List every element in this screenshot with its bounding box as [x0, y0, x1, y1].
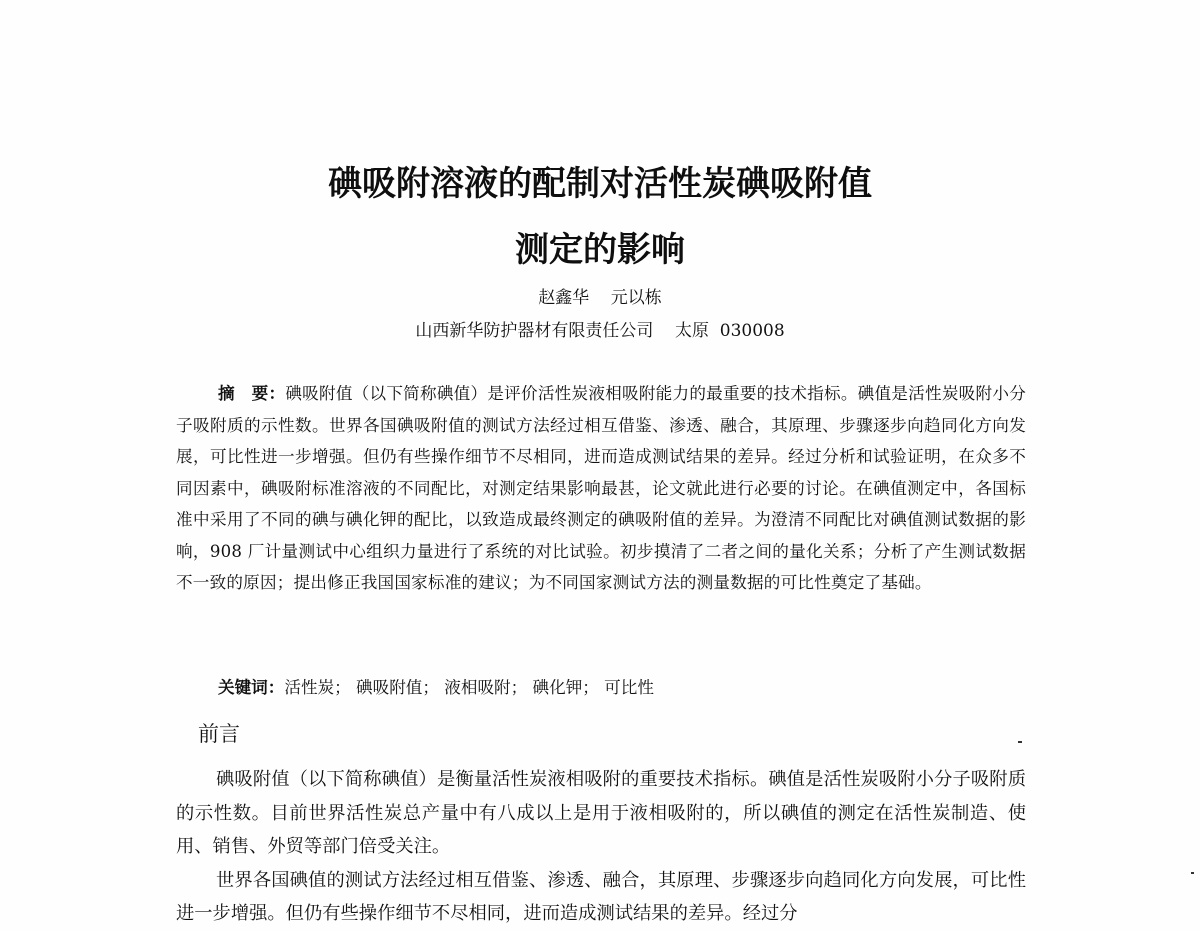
abstract-block	[176, 378, 1026, 599]
body-paragraph-1: 碘吸附值（以下简称碘值）是衡量活性炭液相吸附的重要技术指标。碘值是活性炭吸附小分子吸附质的示性数。目前世界活性炭总产量中有八成以上是用于液相吸附的，所以碘值的测定在活性炭制造、使用、销售、外贸等部门倍受关注。	[176, 769, 1026, 857]
abstract-text: 碘吸附值（以下简称碘值）是评价活性炭液相吸附能力的最重要的技术指标。碘值是活性炭吸附小分子吸附质的示性数。世界各国碘吸附值的测试方法经过相互借鉴、渗透、融合，其原理、步骤逐步向趋同化方向发展，可比性进一步增强。但仍有些操作细节不尽相同，进而造成测试结果的差异。经过分析和试验证明，在众多不同因素中，碘吸附标准溶液的不同配比，对测定结果影响最甚，论文就此进行必要的讨论。在碘值测定中，各国标准中采用了不同的碘与碘化钾的配比，以致造成最终测定的碘吸附值的差异。为澄清不同配比对碘值测试数据的影响，908 厂计量测试中心组织力量进行了系统的对比试验。初步摸清了二者之间的量化关系；分析了产生测试数据不一致的原因；提出修正我国国家标准的建议；为不同国家测试方法的测量数据的可比性奠定了基础。	[176, 384, 1026, 592]
keywords-text: 活性炭； 碘吸附值； 液相吸附； 碘化钾； 可比性	[284, 678, 654, 697]
keywords-label: 关键词：	[218, 677, 285, 697]
body-text	[176, 763, 1026, 931]
abstract-label: 摘 要：	[218, 383, 286, 403]
scan-speck	[1018, 741, 1022, 743]
body-paragraph-2: 世界各国碘值的测试方法经过相互借鉴、渗透、融合，其原理、步骤逐步向趋同化方向发展，可比性进一步增强。但仍有些操作细节不尽相同，进而造成测试结果的差异。经过分	[176, 869, 1026, 924]
scan-speck	[1191, 872, 1194, 874]
paper-title-line-1: 碘吸附溶液的配制对活性炭碘吸附值	[328, 164, 872, 204]
paper-affiliation: 山西新华防护器材有限责任公司 太原 030008	[415, 321, 785, 341]
paper-authors: 赵鑫华 元以栋	[538, 288, 662, 308]
paper-title-line-2: 测定的影响	[515, 230, 685, 270]
keywords-block	[218, 673, 654, 702]
section-heading-preface: 前言	[198, 722, 240, 746]
